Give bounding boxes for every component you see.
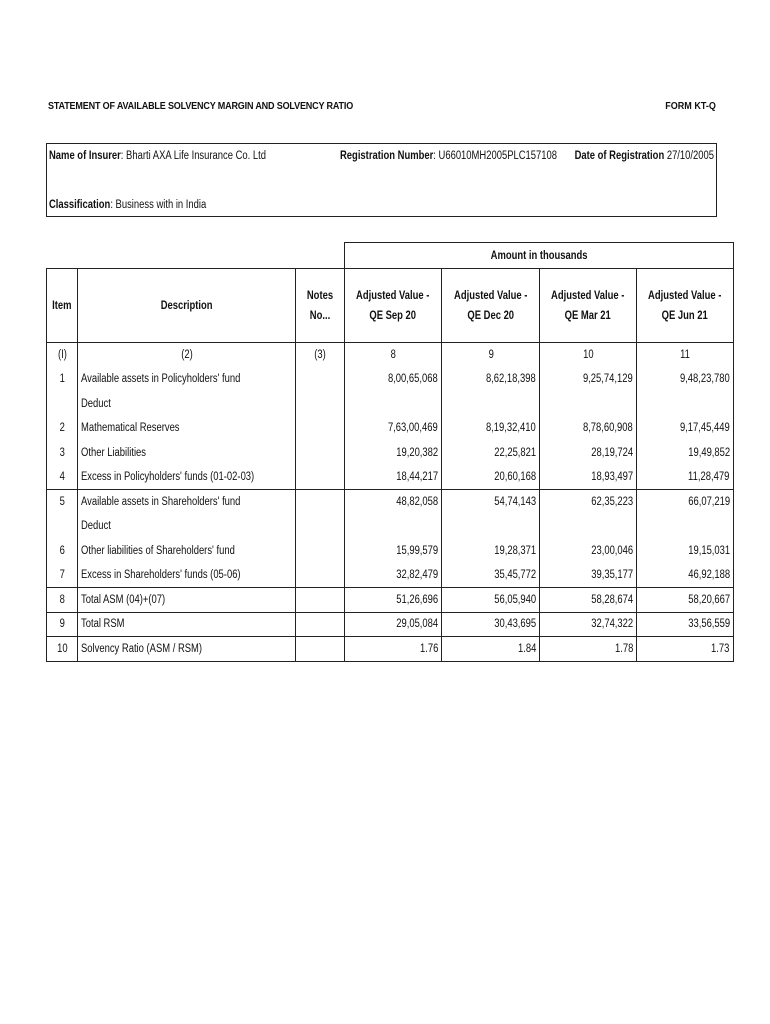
row-value-text: 15,99,579: [396, 544, 439, 557]
item-number: [47, 588, 78, 613]
column-number: [442, 343, 540, 368]
row-value-text: 23,00,046: [591, 544, 634, 557]
item-number-text: 2: [59, 422, 65, 435]
row-value: [442, 416, 540, 441]
row-description-text: Other Liabilities: [81, 446, 146, 459]
row-value-text: 66,07,219: [687, 496, 730, 508]
row-value-text: 1.78: [614, 642, 634, 655]
row-description-text: Excess in Policyholders' funds (01-02-03): [81, 471, 255, 483]
period-header-1: [345, 269, 442, 343]
row-value-text: 58,20,667: [687, 593, 730, 606]
classification: [49, 199, 206, 211]
item-number-text: 7: [59, 569, 65, 581]
row-value-text: 39,35,177: [591, 569, 634, 581]
registration-date-value: 27/10/2005: [664, 150, 714, 162]
registration-number-label: Registration Number: [340, 150, 434, 162]
row-value-text: 1.73: [711, 642, 730, 655]
item-number-text: 3: [59, 446, 65, 459]
table-row: [47, 514, 734, 539]
insurer-name: [49, 150, 266, 162]
row-value: [442, 367, 540, 392]
row-notes: [296, 416, 345, 441]
item-number: [47, 416, 78, 441]
row-value-text: 9,48,23,780: [679, 373, 730, 386]
row-value-text: 1.84: [517, 642, 537, 655]
row-value: [637, 514, 733, 539]
row-value-text: 8,00,65,068: [388, 373, 439, 386]
row-description: [78, 539, 296, 564]
period-header-line1: Adjusted Value -: [356, 289, 430, 302]
row-value: [345, 514, 442, 539]
row-value-text: 56,05,940: [494, 593, 537, 606]
table-row: [47, 416, 734, 441]
row-value: [442, 588, 540, 613]
row-description: [78, 465, 296, 490]
row-notes: [296, 514, 345, 539]
row-value: [442, 563, 540, 588]
column-number-text: (2): [180, 349, 193, 361]
row-notes: [296, 637, 345, 662]
item-number-text: 9: [59, 618, 65, 631]
row-value: [442, 514, 540, 539]
table-row: [47, 588, 734, 613]
row-value: [345, 392, 442, 417]
row-value: [540, 465, 637, 490]
row-value-text: 8,78,60,908: [583, 422, 634, 435]
period-header-text: [552, 286, 625, 326]
item-number: [47, 441, 78, 466]
column-number-text: (I): [57, 349, 67, 361]
item-number: [47, 465, 78, 490]
row-notes: [296, 490, 345, 515]
column-number: [345, 343, 442, 368]
row-value-text: 33,56,559: [687, 618, 730, 631]
item-number-text: 8: [59, 593, 65, 606]
row-value: [345, 367, 442, 392]
row-value-text: 28,19,724: [591, 446, 634, 459]
period-header-line2: QE Sep 20: [369, 309, 417, 322]
table-row: [47, 637, 734, 662]
row-value-text: 8,62,18,398: [486, 373, 537, 386]
period-header-line1: Adjusted Value -: [648, 289, 722, 302]
item-number-text: 4: [59, 471, 65, 483]
amount-note-row: [47, 243, 734, 269]
row-value: [345, 612, 442, 637]
row-notes: [296, 392, 345, 417]
classification-label: Classification: [49, 199, 111, 211]
row-value: [345, 588, 442, 613]
row-description-text: Deduct: [81, 520, 111, 533]
row-value-text: 19,28,371: [494, 544, 537, 557]
item-number-text: 6: [59, 544, 65, 557]
item-number: [47, 563, 78, 588]
item-number: [47, 392, 78, 417]
row-value: [442, 637, 540, 662]
row-value: [540, 392, 637, 417]
registration-number-value: : U66010MH2005PLC157108: [433, 150, 558, 162]
row-value: [345, 490, 442, 515]
row-value: [345, 441, 442, 466]
row-value: [637, 637, 733, 662]
insurer-info-box: [46, 143, 717, 217]
item-number: [47, 490, 78, 515]
row-description: [78, 612, 296, 637]
row-value-text: 58,28,674: [591, 593, 634, 606]
row-description-text: Available assets in Shareholders' fund: [81, 496, 241, 508]
row-notes: [296, 612, 345, 637]
period-header-text: [648, 286, 721, 326]
row-value-text: 35,45,772: [494, 569, 537, 581]
registration-date-label: Date of Registration: [574, 150, 665, 162]
row-notes: [296, 563, 345, 588]
row-notes: [296, 441, 345, 466]
table-row: [47, 465, 734, 490]
notes-header-text: [307, 286, 333, 326]
row-value-text: 29,05,084: [396, 618, 439, 631]
row-value-text: 1.76: [419, 642, 439, 655]
row-value: [345, 637, 442, 662]
row-value-text: 48,82,058: [396, 496, 439, 508]
row-value-text: 46,92,188: [687, 569, 730, 581]
row-value: [345, 563, 442, 588]
notes-header-line2: No...: [309, 309, 331, 322]
period-header-2: [442, 269, 540, 343]
row-value: [540, 539, 637, 564]
row-value-text: 18,93,497: [591, 471, 634, 483]
row-value-text: 20,60,168: [494, 471, 537, 483]
row-description: [78, 514, 296, 539]
row-description: [78, 416, 296, 441]
row-value: [540, 416, 637, 441]
amount-note-text: Amount in thousands: [490, 249, 588, 262]
row-value-text: 11,28,479: [688, 471, 730, 483]
row-notes: [296, 367, 345, 392]
page-title: STATEMENT OF AVAILABLE SOLVENCY MARGIN AND SOLVENCY RATIO: [48, 100, 354, 112]
item-number-text: 5: [59, 496, 65, 508]
row-value: [637, 441, 733, 466]
period-header-line1: Adjusted Value -: [454, 289, 528, 302]
row-value-text: 9,17,45,449: [679, 422, 730, 435]
row-description: [78, 441, 296, 466]
row-value: [540, 514, 637, 539]
period-header-line2: QE Jun 21: [661, 309, 709, 322]
row-value: [637, 563, 733, 588]
registration-date: [575, 150, 714, 162]
row-value-text: 22,25,821: [494, 446, 537, 459]
column-number-text: 9: [488, 349, 494, 361]
row-value-text: 30,43,695: [494, 618, 537, 631]
column-number-text: 10: [582, 349, 594, 361]
row-value: [540, 367, 637, 392]
row-description-text: Excess in Shareholders' funds (05-06): [81, 569, 241, 581]
row-value: [637, 490, 733, 515]
table-row: [47, 490, 734, 515]
period-header-3: [540, 269, 637, 343]
row-value: [637, 588, 733, 613]
row-value-text: 32,82,479: [396, 569, 439, 581]
description-header-text: Description: [160, 299, 213, 312]
row-description: [78, 490, 296, 515]
amount-note: [345, 243, 733, 269]
row-value: [637, 392, 733, 417]
row-value-text: 54,74,143: [494, 496, 537, 508]
row-value: [442, 441, 540, 466]
solvency-table: [46, 242, 734, 662]
row-value: [637, 416, 733, 441]
description-header: [78, 269, 296, 343]
item-number-text: 1: [59, 373, 65, 386]
column-number: [637, 343, 733, 368]
column-number-text: 8: [390, 349, 396, 361]
item-number: [47, 637, 78, 662]
item-number-text: 10: [56, 642, 68, 655]
table-row: [47, 441, 734, 466]
row-description-text: Total RSM: [81, 618, 125, 631]
item-number: [47, 514, 78, 539]
row-value: [345, 539, 442, 564]
row-description-text: Deduct: [81, 397, 111, 410]
row-value-text: 19,20,382: [396, 446, 439, 459]
row-value: [540, 612, 637, 637]
period-header-text: [454, 286, 527, 326]
period-header-line1: Adjusted Value -: [551, 289, 625, 302]
row-value-text: 51,26,696: [396, 593, 439, 606]
row-value: [442, 539, 540, 564]
row-description-text: Available assets in Policyholders' fund: [81, 373, 241, 386]
row-description-text: Other liabilities of Shareholders' fund: [81, 544, 235, 557]
insurer-name-value: : Bharti AXA Life Insurance Co. Ltd: [120, 150, 267, 162]
row-value: [442, 465, 540, 490]
row-value-text: 32,74,322: [591, 618, 634, 631]
blank-cell: [47, 243, 345, 269]
table-row: [47, 392, 734, 417]
item-number: [47, 612, 78, 637]
row-value-text: 62,35,223: [591, 496, 634, 508]
notes-header-line1: Notes: [307, 289, 334, 302]
period-header-4: [637, 269, 733, 343]
row-value-text: 19,49,852: [687, 446, 730, 459]
row-description: [78, 392, 296, 417]
row-description: [78, 637, 296, 662]
row-value: [442, 490, 540, 515]
row-notes: [296, 539, 345, 564]
row-value: [442, 392, 540, 417]
table-row: [47, 563, 734, 588]
row-description-text: Solvency Ratio (ASM / RSM): [81, 642, 203, 655]
column-number: [78, 343, 296, 368]
row-description: [78, 588, 296, 613]
period-header-line2: QE Dec 20: [467, 309, 515, 322]
column-header-row: [47, 269, 734, 343]
row-value-text: 9,25,74,129: [583, 373, 634, 386]
table-row: [47, 612, 734, 637]
item-number: [47, 539, 78, 564]
column-number-text: (3): [314, 349, 326, 361]
row-notes: [296, 588, 345, 613]
column-number: [47, 343, 78, 368]
row-value: [540, 490, 637, 515]
row-value-text: 8,19,32,410: [486, 422, 537, 435]
row-value: [540, 441, 637, 466]
row-value: [345, 416, 442, 441]
notes-header: [296, 269, 345, 343]
row-value-text: 19,15,031: [687, 544, 730, 557]
table-row: [47, 367, 734, 392]
column-number: [296, 343, 345, 368]
row-notes: [296, 465, 345, 490]
column-number-row: [47, 343, 734, 368]
row-value: [540, 588, 637, 613]
row-description: [78, 367, 296, 392]
classification-value: : Business with in India: [110, 199, 207, 211]
row-value: [540, 637, 637, 662]
row-description: [78, 563, 296, 588]
item-header: [47, 269, 78, 343]
row-description-text: Total ASM (04)+(07): [81, 593, 166, 606]
row-value: [345, 465, 442, 490]
insurer-name-label: Name of Insurer: [49, 150, 121, 162]
registration-number: [340, 150, 557, 162]
period-header-line2: QE Mar 21: [565, 309, 612, 322]
row-value: [637, 367, 733, 392]
column-number: [540, 343, 637, 368]
row-value-text: 7,63,00,469: [388, 422, 439, 435]
period-header-text: [357, 286, 430, 326]
item-header-text: Item: [52, 299, 72, 312]
row-value: [637, 539, 733, 564]
row-description-text: Mathematical Reserves: [81, 422, 180, 435]
row-value: [637, 465, 733, 490]
row-value-text: 18,44,217: [396, 471, 439, 483]
item-number: [47, 367, 78, 392]
form-number: FORM KT-Q: [665, 100, 716, 112]
row-value: [540, 563, 637, 588]
table-row: [47, 539, 734, 564]
column-number-text: 11: [680, 349, 690, 361]
row-value: [442, 612, 540, 637]
row-value: [637, 612, 733, 637]
